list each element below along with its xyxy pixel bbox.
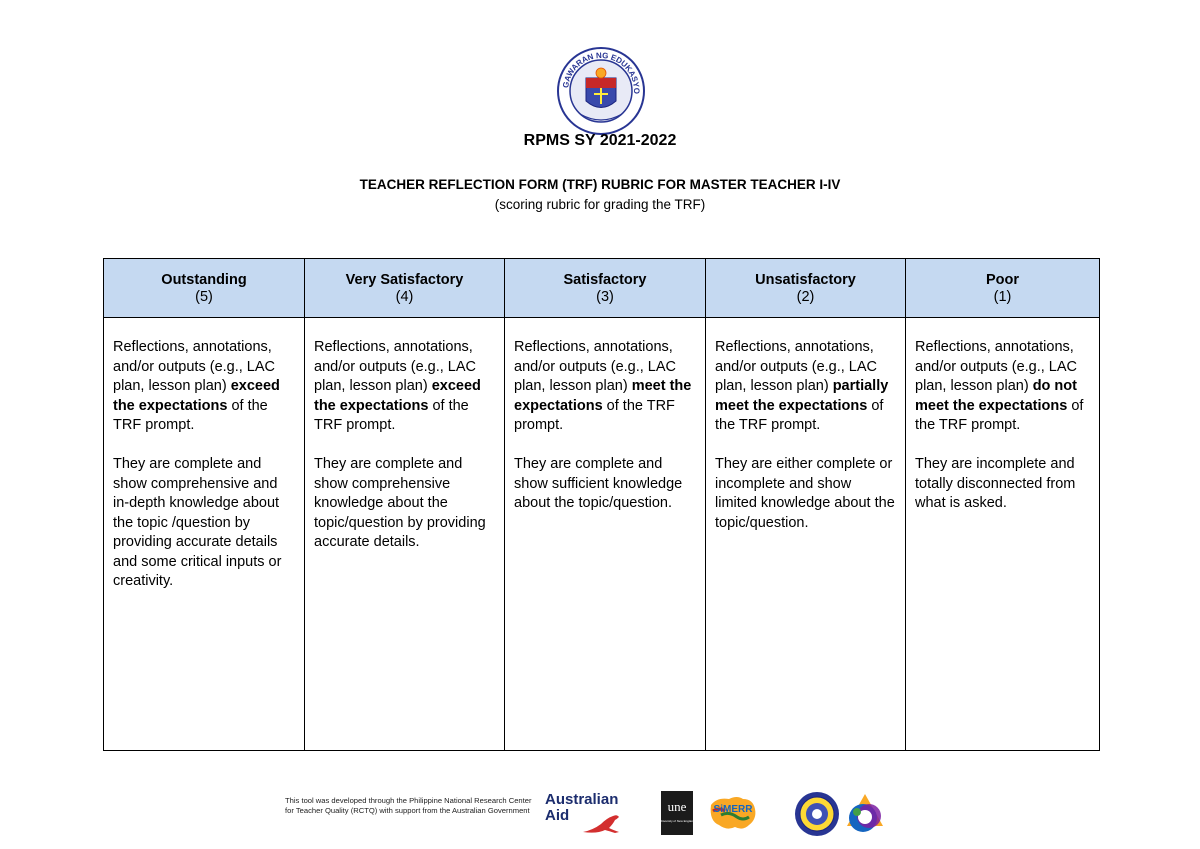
score-label: (3) [596,288,614,305]
criteria-text: Reflections, annotations, and/or outputs (e.g., LAC plan, lesson plan) [314,339,477,394]
level-label: Outstanding [161,271,247,288]
column-header-poor [906,259,1100,318]
rubric-description-row [104,318,1100,751]
score-label: (4) [395,288,414,305]
criteria-emphasis: do not meet the expectations [915,378,1077,414]
column-header-very-satisfactory [305,259,505,318]
australian-aid-text: Australian Aid [545,791,619,824]
column-header-outstanding [104,259,305,318]
knowledge-paragraph: They are incomplete and totally disconnected from what is asked. [915,456,1076,511]
rubric-cell-satisfactory [505,318,706,751]
criteria-text: Reflections, annotations, and/or outputs (e.g., LAC plan, lesson plan) [113,339,276,394]
rubric-header-row [104,259,1100,318]
simerr-logo [707,791,759,835]
criteria-paragraph [113,338,296,436]
criteria-paragraph [514,338,697,436]
criteria-emphasis: partially meet the expectations [715,378,889,414]
simerr-text: SiMERR [713,804,753,815]
criteria-emphasis: exceed the expectations [314,378,481,414]
form-subtitle: TEACHER REFLECTION FORM (TRF) RUBRIC FOR MASTER TEACHER I-IV [359,177,841,192]
australian-aid-logo [545,792,635,838]
une-short-text: une [667,799,687,814]
pnu-seal-icon [794,791,840,837]
deped-seal-icon [556,46,646,136]
column-header-satisfactory [505,259,706,318]
criteria-text: of the TRF prompt. [715,397,884,433]
criteria-text: Reflections, annotations, and/or outputs (e.g., LAC plan, lesson plan) [514,339,677,394]
knowledge-paragraph: They are complete and show comprehensive and in-depth knowledge about the topic /question by providing accurate details and some critical inputs or creativity. [113,456,282,589]
level-label: Unsatisfactory [755,271,856,288]
criteria-paragraph [314,338,496,436]
rubric-cell-unsatisfactory [706,318,906,751]
criteria-paragraph [715,338,897,436]
score-label: (2) [796,288,815,305]
rctq-ring-icon [843,790,887,836]
level-label: Satisfactory [563,271,647,288]
kangaroo-icon [579,810,625,836]
criteria-emphasis: exceed the expectations [113,378,280,414]
criteria-text: of the TRF prompt. [915,397,1084,433]
criteria-text: Reflections, annotations, and/or outputs (e.g., LAC plan, lesson plan) [715,339,878,394]
level-label: Very Satisfactory [345,271,464,288]
criteria-emphasis: meet the expectations [514,378,692,414]
criteria-text: of the TRF prompt. [314,397,469,433]
score-label: (1) [993,288,1012,305]
rubric-cell-outstanding [104,318,305,751]
criteria-paragraph [915,338,1091,436]
une-full-text: University of New England [661,819,693,823]
knowledge-paragraph: They are either complete or incomplete and show limited knowledge about the topic/question. [715,456,895,531]
score-label: (5) [195,288,213,305]
page-title: RPMS SY 2021-2022 [523,132,677,149]
form-caption: (scoring rubric for grading the TRF) [494,197,706,212]
column-header-unsatisfactory [706,259,906,318]
knowledge-paragraph: They are complete and show sufficient knowledge about the topic/question. [514,456,683,511]
rubric-table [103,258,1100,751]
rubric-cell-very-satisfactory [305,318,505,751]
criteria-text: of the TRF prompt. [113,397,268,433]
criteria-text: of the TRF prompt. [514,397,675,433]
level-label: Poor [985,271,1020,288]
footer-note: This tool was developed through the Philippine National Research Center for Teacher Quality (RCTQ) with support from the Australian Government [285,796,532,815]
criteria-text: Reflections, annotations, and/or outputs (e.g., LAC plan, lesson plan) [915,339,1078,394]
knowledge-paragraph: They are complete and show comprehensive knowledge about the topic/question by providing accurate details. [314,456,486,550]
seal-text: GAWARAN NG EDUKASYO [561,50,642,94]
une-logo [661,791,693,835]
rubric-cell-poor [906,318,1100,751]
